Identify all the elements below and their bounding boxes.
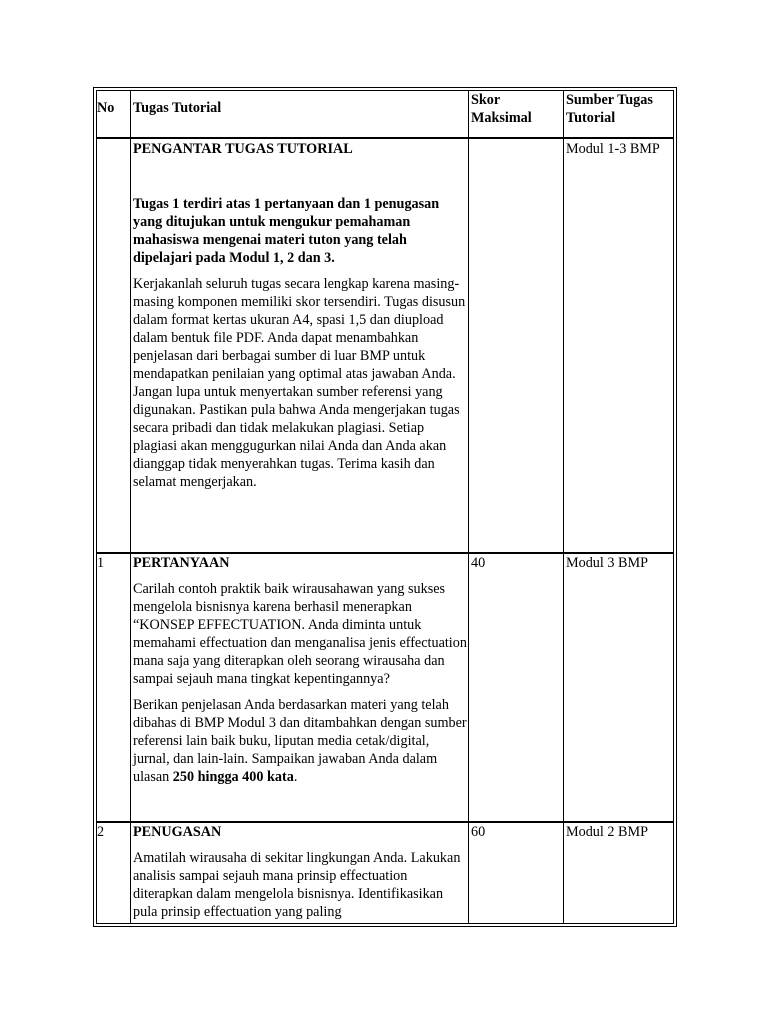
column-divider: [130, 90, 131, 924]
intro-body: Kerjakanlah seluruh tugas secara lengkap karena masing-masing komponen memiliki skor tersendiri. Tugas disusun dalam format kertas ukuran A4, spasi 1,5 dan diupload dalam bentuk file PDF. Anda dapat menambahkan penjelasan dari berbagai sumber di luar BMP untuk mendapatkan penilaian yang optimal atas jawaban Anda. Jangan lupa untuk menyertakan sumber referensi yang digunakan. Pastikan pula bahwa Anda mengerjakan tugas secara pribadi dan tidak melakukan plagiasi. Setiap plagiasi akan menggugurkan nilai Anda dan Anda akan dianggap tidak menyerahkan tugas. Terima kasih dan selamat mengerjakan.: [133, 276, 466, 490]
question-cell: [133, 554, 469, 786]
intro-cell: [133, 140, 469, 491]
header-score: Skor Maksimal: [471, 92, 532, 126]
word-count: 250 hingga 400 kata: [172, 769, 294, 785]
tutorial-table: [93, 87, 677, 927]
question-source: Modul 3 BMP: [566, 555, 648, 571]
question-score: 40: [471, 555, 486, 571]
table-border: [673, 90, 674, 924]
row-number: 1: [97, 555, 105, 571]
question-instruction: Berikan penjelasan Anda berdasarkan materi yang telah dibahas di BMP Modul 3 dan ditambahkan dengan sumber referensi lain baik buku, liputan media cetak/digital, jurnal, dan lain-lain. Sampaikan jawaban Anda dalam ulasan 250 hingga 400 kata.: [133, 697, 467, 785]
header-source: Sumber Tugas Tutorial: [566, 92, 653, 126]
row-number: 2: [97, 824, 105, 840]
question-title: PERTANYAAN: [133, 555, 230, 571]
question-paragraph: Carilah contoh praktik baik wirausahawan yang sukses mengelola bisnisnya karena berhasil menerapkan “KONSEP EFFECTUATION. Anda diminta untuk memahami effectuation dan menganalisa jenis effectuation mana saja yang diterapkan oleh seorang wirausaha dan sampai sejauh mana tingkat kepentingannya?: [133, 581, 467, 687]
intro-title: PENGANTAR TUGAS TUTORIAL: [133, 141, 353, 157]
column-divider: [563, 90, 564, 924]
table-border: [96, 923, 674, 924]
table-border: [96, 90, 97, 924]
assignment-source: Modul 2 BMP: [566, 824, 648, 840]
intro-source: Modul 1-3 BMP: [566, 141, 660, 157]
row-divider: [96, 137, 674, 139]
header-task: Tugas Tutorial: [133, 100, 222, 116]
assignment-paragraph: Amatilah wirausaha di sekitar lingkungan Anda. Lakukan analisis sampai sejauh mana prinsip effectuation diterapkan dalam mengelola bisnisnya. Identifikasikan pula prinsip effectuation yang paling: [133, 850, 461, 920]
header-no: No: [97, 100, 115, 116]
assignment-cell: [133, 823, 469, 922]
assignment-score: 60: [471, 824, 486, 840]
assignment-title: PENUGASAN: [133, 824, 222, 840]
intro-summary: Tugas 1 terdiri atas 1 pertanyaan dan 1 penugasan yang ditujukan untuk mengukur pemahaman mahasiswa mengenai materi tuton yang telah dipelajari pada Modul 1, 2 dan 3.: [133, 196, 440, 266]
